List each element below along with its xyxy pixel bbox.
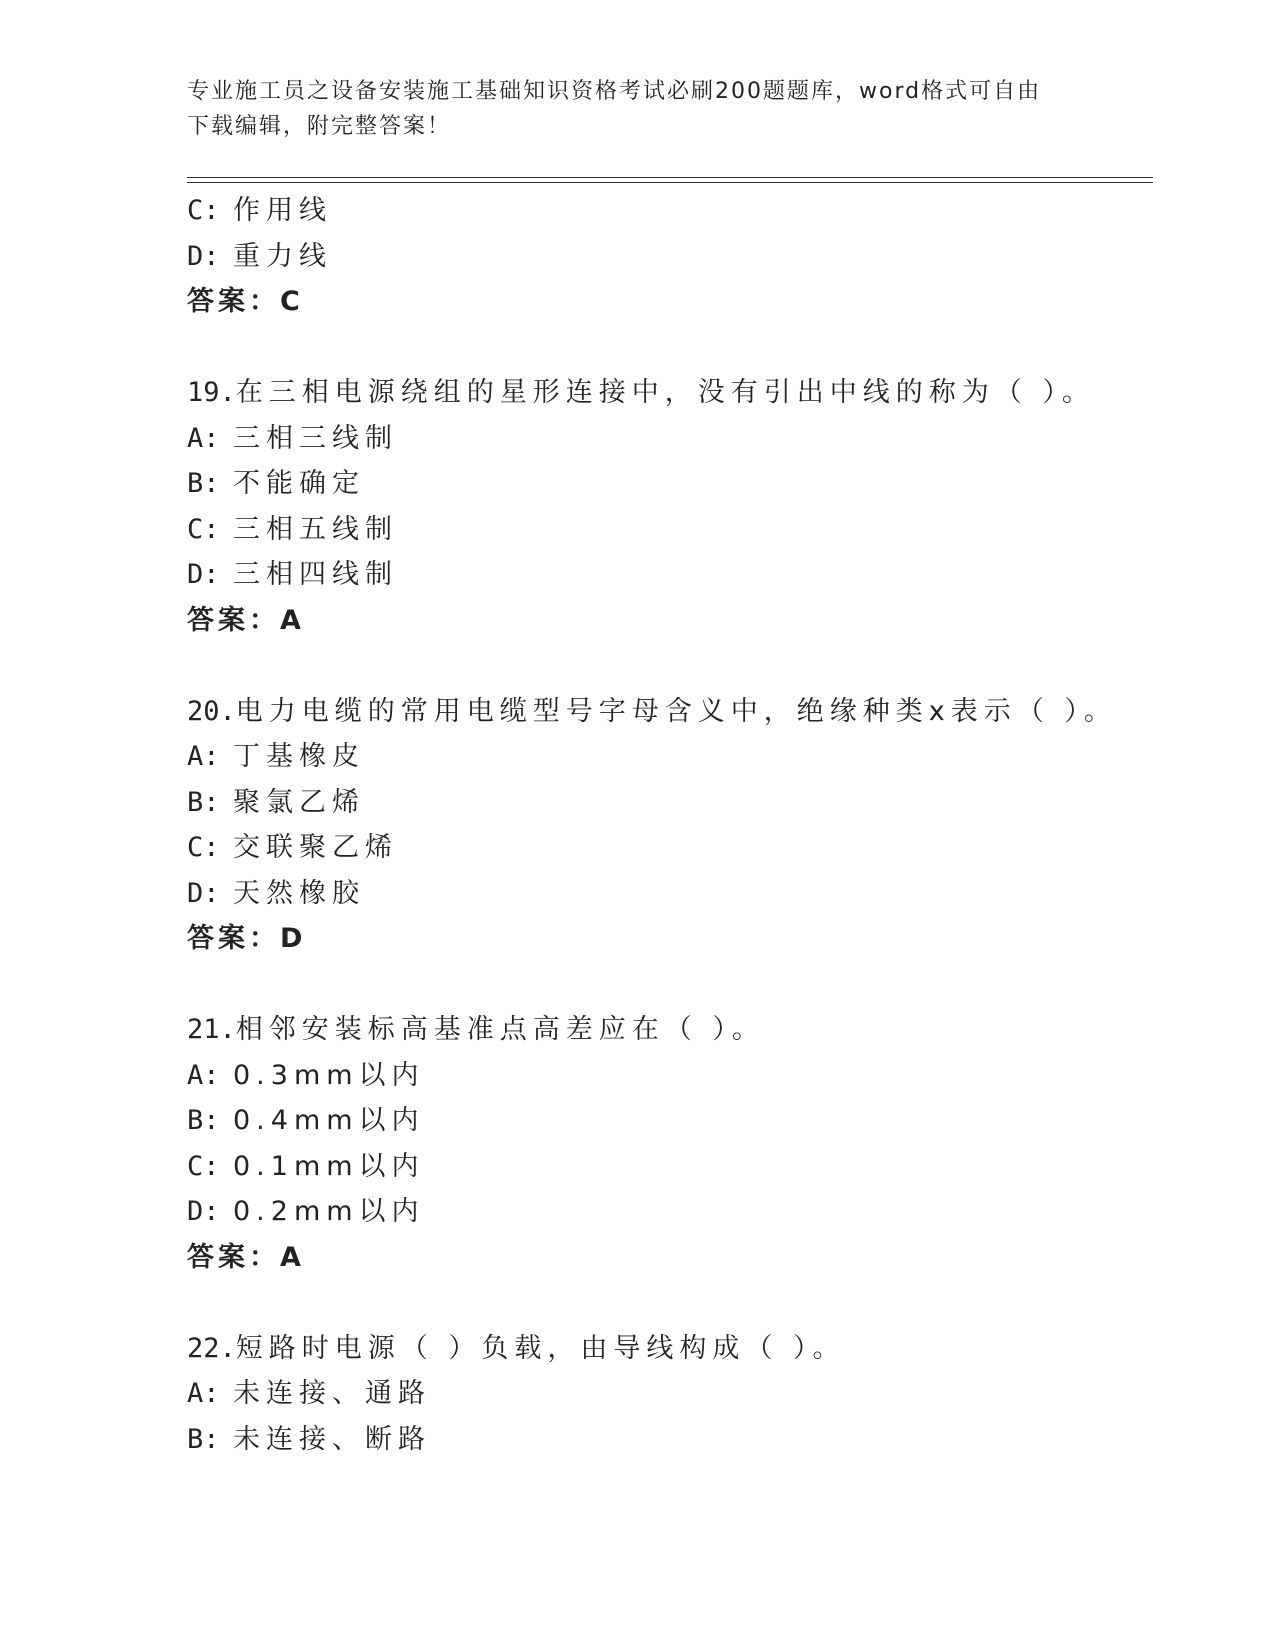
spacer [187, 643, 1137, 689]
header-line-2: 下载编辑，附完整答案！ [187, 114, 452, 139]
option-label: C: [187, 1150, 220, 1182]
option-row [187, 780, 1137, 826]
question-text: 短路时电源（ ）负载，由导线构成（ ）。 [235, 1332, 846, 1364]
question-number: 20. [187, 695, 236, 727]
question-block-20 [187, 689, 1137, 962]
option-text: 未连接、断路 [233, 1423, 431, 1455]
option-row [187, 188, 1137, 234]
question-number: 22. [187, 1332, 236, 1364]
document-header [187, 74, 1067, 144]
option-text: 三相五线制 [233, 513, 398, 545]
option-label: C: [187, 832, 220, 863]
option-row [187, 507, 1137, 553]
spacer [187, 1280, 1137, 1326]
option-label: B: [187, 1105, 220, 1136]
option-label: D: [187, 1196, 220, 1227]
option-row [187, 825, 1137, 871]
prev-question-block [187, 188, 1137, 325]
option-row [187, 552, 1137, 598]
option-row [187, 1098, 1137, 1144]
option-row [187, 1144, 1137, 1190]
option-label: A: [187, 1378, 220, 1409]
spacer [187, 962, 1137, 1008]
answer-line: 答案：C [187, 286, 304, 317]
option-text: 不能确定 [233, 468, 365, 499]
option-text: 未连接、通路 [233, 1378, 431, 1409]
option-label: B: [187, 468, 220, 499]
option-text: 交联聚乙烯 [233, 832, 398, 863]
spacer [187, 325, 1137, 371]
option-row [187, 734, 1137, 780]
question-number: 21. [187, 1014, 236, 1045]
question-block-19 [187, 370, 1137, 643]
option-row [187, 1189, 1137, 1235]
option-label: B: [187, 1423, 220, 1455]
option-text: 天然橡胶 [233, 877, 365, 909]
option-text: 0.1mm以内 [233, 1150, 425, 1182]
option-label: D: [187, 877, 220, 909]
question-block-21 [187, 1007, 1137, 1280]
header-rule-top [187, 177, 1153, 178]
option-label: D: [187, 240, 220, 272]
question-text: 相邻安装标高基准点高差应在（ ）。 [235, 1014, 765, 1045]
option-label: C: [187, 195, 220, 226]
question-stem [187, 370, 1137, 416]
question-stem [187, 1007, 1137, 1053]
option-label: B: [187, 786, 220, 818]
option-row [187, 416, 1137, 462]
option-label: A: [187, 1059, 220, 1091]
option-text: 0.4mm以内 [233, 1105, 425, 1136]
question-number: 19. [187, 377, 236, 408]
question-stem [187, 1326, 1137, 1372]
question-text: 电力电缆的常用电缆型号字母含义中，绝缘种类x表示（ ）。 [235, 695, 1117, 727]
option-row [187, 871, 1137, 917]
option-text: 作用线 [233, 195, 332, 226]
option-label: D: [187, 559, 220, 590]
option-text: 三相三线制 [233, 422, 398, 454]
option-label: C: [187, 513, 220, 545]
header-rule-bottom [187, 182, 1153, 183]
option-label: A: [187, 422, 220, 454]
question-list [187, 188, 1137, 1462]
option-row [187, 1371, 1137, 1417]
option-label: A: [187, 741, 220, 772]
question-text: 在三相电源绕组的星形连接中，没有引出中线的称为（ ）。 [235, 377, 1095, 408]
option-text: 0.2mm以内 [233, 1196, 425, 1227]
option-text: 重力线 [233, 240, 332, 272]
answer-line: 答案：A [187, 604, 305, 636]
option-text: 三相四线制 [233, 559, 398, 590]
option-row [187, 1417, 1137, 1463]
question-block-22 [187, 1326, 1137, 1463]
option-row [187, 461, 1137, 507]
option-text: 丁基橡皮 [233, 741, 365, 772]
answer-line: 答案：A [187, 1241, 305, 1273]
question-stem [187, 689, 1137, 735]
answer-line: 答案：D [187, 923, 307, 954]
option-row [187, 234, 1137, 280]
option-row [187, 1053, 1137, 1099]
option-text: 0.3mm以内 [233, 1059, 425, 1091]
header-line-1: 专业施工员之设备安装施工基础知识资格考试必刷200题题库，word格式可自由 [187, 79, 1042, 104]
option-text: 聚氯乙烯 [233, 786, 365, 818]
